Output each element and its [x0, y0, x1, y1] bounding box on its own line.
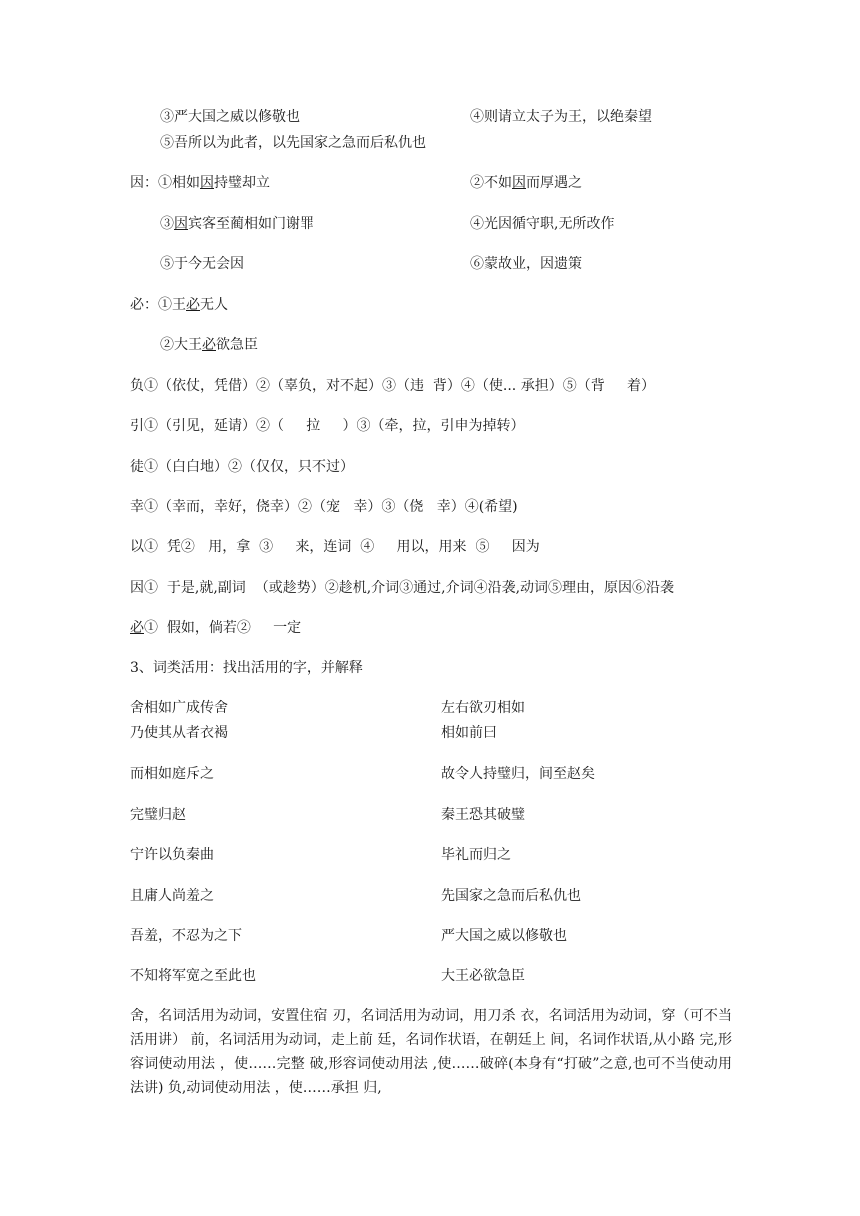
underlined-word: 必: [130, 620, 144, 636]
sentence-left: 舍相如广成传舍: [130, 700, 228, 716]
sentence-left: 且庸人尚羞之: [130, 888, 214, 904]
text: ③: [160, 216, 174, 232]
text-line: ③严大国之威以修敬也: [160, 109, 300, 125]
sentence-left: 乃使其从者衣褐: [130, 725, 228, 741]
text-line: [160, 215, 314, 233]
text-line: ⑤于今无会因: [160, 256, 244, 272]
text-line: [160, 336, 258, 354]
text-line: ④光因循守职,无所改作: [470, 216, 615, 232]
underlined-word: 因: [200, 175, 214, 191]
section-heading: 3、词类活用：找出活用的字，并解释: [130, 660, 363, 676]
underlined-word: 必: [186, 297, 200, 313]
text: ①王: [158, 297, 186, 313]
definition-line: 徒①（白白地）②（仅仅，只不过）: [130, 459, 354, 475]
text: 持璧却立: [214, 175, 270, 191]
text-line: ⑥蒙故业，因遗策: [470, 256, 582, 272]
sentence-right: 大王必欲急臣: [441, 968, 525, 984]
text: ① 假如，倘若② 一定: [144, 620, 302, 636]
explanation-paragraph: 舍，名词活用为动词，安置住宿 刃，名词活用为动词，用刀杀 衣，名词活用为动词，穿（可不当活用讲） 前，名词活用为动词，走上前 廷，名词作状语，在朝廷上 间，名词作状语,从小路 完,形容词使动用法 ，使……完整 破,形容词使动用法 ,使……破碎(本身有“打破”之意,也可不当使动用法讲) 负,动词使动用法 ，使……承担 归,: [130, 1008, 732, 1096]
underlined-word: 因: [174, 216, 188, 232]
sentence-left: 宁许以负秦曲: [130, 847, 214, 863]
text-line: ⑤吾所以为此者，以先国家之急而后私仇也: [160, 135, 426, 151]
sentence-right: 相如前曰: [441, 725, 497, 741]
label: 因：: [130, 175, 158, 191]
text-line: ④则请立太子为王，以绝秦望: [470, 109, 652, 125]
label: 必：: [130, 297, 158, 313]
definition-line: 幸①（幸而，幸好，侥幸）②（宠 幸）③（侥 幸）④(希望): [130, 499, 518, 515]
underlined-word: 必: [202, 337, 216, 353]
sentence-left: 而相如庭斥之: [130, 766, 214, 782]
sentence-left: 吾羞，不忍为之下: [130, 928, 242, 944]
text-line: [470, 174, 582, 192]
definition-line: [130, 619, 301, 637]
text: ②不如: [470, 175, 512, 191]
sentence-right: 故令人持璧归，间至赵矣: [441, 766, 595, 782]
definition-line: 以① 凭② 用，拿 ③ 来，连词 ④ 用以，用来 ⑤ 因为: [130, 539, 540, 555]
text: 欲急臣: [216, 337, 258, 353]
definition-line: 引①（引见，延请）②（ 拉 ）③（牵，拉，引申为掉转）: [130, 418, 525, 434]
text: 宾客至蔺相如门谢罪: [188, 216, 314, 232]
text-line: [130, 296, 228, 314]
sentence-right: 秦王恐其破璧: [441, 807, 525, 823]
definition-line: 负①（依仗，凭借）②（辜负，对不起）③（违 背）④（使... 承担）⑤（背 着）: [130, 378, 655, 394]
sentence-right: 左右欲刃相如: [441, 700, 525, 716]
sentence-left: 不知将军宽之至此也: [130, 968, 256, 984]
sentence-left: 完璧归赵: [130, 807, 186, 823]
text: ②大王: [160, 337, 202, 353]
underlined-word: 因: [512, 175, 526, 191]
text-line: [130, 174, 270, 192]
sentence-right: 毕礼而归之: [441, 847, 511, 863]
text: 而厚遇之: [526, 175, 582, 191]
text: 无人: [200, 297, 228, 313]
sentence-right: 先国家之急而后私仇也: [441, 888, 581, 904]
sentence-right: 严大国之威以修敬也: [441, 928, 567, 944]
text: ①相如: [158, 175, 200, 191]
definition-line: 因① 于是,就,副词 （或趁势）②趁机,介词③通过,介词④沿袭,动词⑤理由，原因⑥沿袭: [130, 580, 675, 596]
